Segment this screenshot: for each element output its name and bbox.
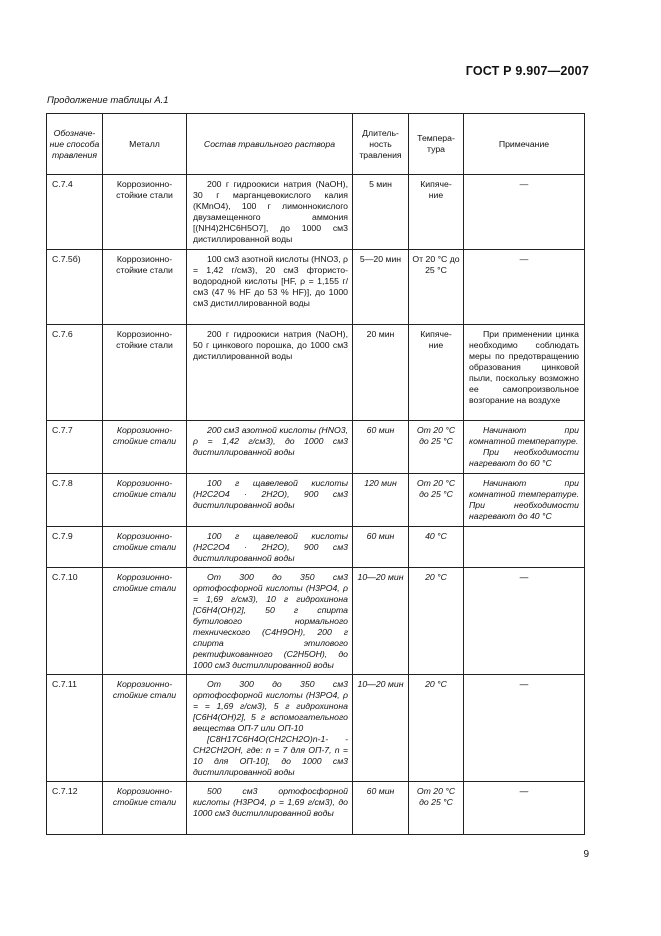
row-code: С.7.12 <box>47 782 103 835</box>
row-duration: 10—20 мин <box>353 568 409 675</box>
row-metal: Коррозионно-стойкие стали <box>103 782 187 835</box>
row-temperature: 40 °С <box>409 527 464 568</box>
row-duration: 10—20 мин <box>353 675 409 782</box>
row-code: С.7.8 <box>47 474 103 527</box>
row-composition: 500 см3 ортофосфорной кислоты (H3PO4, ρ = 1,69 г/см3), до 1000 см3 дистиллированной воды <box>187 782 353 835</box>
row-composition: От 300 до 350 см3 ортофосфорной кислоты (H3PO4, ρ = 1,69 г/см3), 10 г гидрохинона [C6H4(OH)2], 50 г спирта бутилового нормального технического (C4H9OH), 200 г спирта этилового ректификованного (C2H5OH), до 1000 см3 дистиллированной воды <box>187 568 353 675</box>
row-temperature: 20 °С <box>409 568 464 675</box>
row-temperature: Кипяче- ние <box>409 325 464 421</box>
row-composition: 100 г щавелевой кислоты (H2C2O4 · 2H2O), 900 см3 дистиллированной воды <box>187 474 353 527</box>
row-code: С.7.9 <box>47 527 103 568</box>
row-metal: Коррозионно-стойкие стали <box>103 175 187 250</box>
table-row <box>47 568 585 675</box>
table-caption: Продолжение таблицы А.1 <box>47 95 169 106</box>
row-temperature: От 20 °С до 25 °С <box>409 782 464 835</box>
table-row <box>47 325 585 421</box>
table-row <box>47 474 585 527</box>
row-note: Начинают при комнатной температуре. При необходимости нагревают до 40 °С <box>464 474 585 527</box>
row-code: С.7.6 <box>47 325 103 421</box>
row-temperature: От 20 °С до 25 °С <box>409 250 464 325</box>
header-duration: Длитель- ность травления <box>353 114 409 175</box>
row-composition: 200 см3 азотной кислоты (HNO3, ρ = 1,42 г/см3), до 1000 см3 дистиллированной воды <box>187 421 353 474</box>
table-header-row <box>47 114 585 175</box>
row-duration: 60 мин <box>353 782 409 835</box>
row-composition: 200 г гидроокиси натрия (NaOH), 50 г цинкового порошка, до 1000 см3 дистиллированной воды <box>187 325 353 421</box>
row-duration: 60 мин <box>353 421 409 474</box>
row-temperature: 20 °С <box>409 675 464 782</box>
row-metal: Коррозионно-стойкие стали <box>103 325 187 421</box>
document-standard-title: ГОСТ Р 9.907—2007 <box>465 64 589 78</box>
header-metal: Металл <box>103 114 187 175</box>
row-metal: Коррозионно-стойкие стали <box>103 527 187 568</box>
header-note: Примечание <box>464 114 585 175</box>
row-code: С.7.11 <box>47 675 103 782</box>
row-duration: 60 мин <box>353 527 409 568</box>
row-metal: Коррозионно-стойкие стали <box>103 250 187 325</box>
header-composition: Состав травильного раствора <box>187 114 353 175</box>
header-code: Обозначе- ние способа травления <box>47 114 103 175</box>
row-composition: От 300 до 350 см3 ортофосфорной кислоты (H3PO4, ρ = = 1,69 г/см3), 5 г гидрохинона [C6H4(OH)2], 5 г вспомогательного вещества ОП-7 или ОП-10 [C8H17C6H4O(CH2CH2O)n-1- -CH2CH2OH, где: n = 7 для ОП-7, n = 10 для ОП-10], до 1000 см3 дистиллированной воды <box>187 675 353 782</box>
row-note: — <box>464 568 585 675</box>
row-note: — <box>464 250 585 325</box>
header-temperature: Темпера- тура <box>409 114 464 175</box>
row-metal: Коррозионно-стойкие стали <box>103 675 187 782</box>
row-code: С.7.10 <box>47 568 103 675</box>
row-note <box>464 527 585 568</box>
table-row <box>47 527 585 568</box>
table-row <box>47 175 585 250</box>
row-composition: 100 г щавелевой кислоты (H2C2O4 · 2H2O), 900 см3 дистиллированной воды <box>187 527 353 568</box>
row-duration: 20 мин <box>353 325 409 421</box>
table-row <box>47 675 585 782</box>
row-duration: 120 мин <box>353 474 409 527</box>
table-row <box>47 421 585 474</box>
row-code: С.7.7 <box>47 421 103 474</box>
row-note: — <box>464 782 585 835</box>
row-note: При применении цинка необходимо соблюдать меры по предотвращению образования цинковой пыли, поскольку возможно ее самопроизвольное возгорание на воздухе <box>464 325 585 421</box>
row-metal: Коррозионно-стойкие стали <box>103 421 187 474</box>
row-metal: Коррозионно-стойкие стали <box>103 568 187 675</box>
row-composition: 200 г гидроокиси натрия (NaOH), 30 г марганцевокислого калия (KMnO4), 100 г лимоннокислого двузамещенного аммония [(NH4)2HC6H5O7], до 1000 см3 дистиллированной воды <box>187 175 353 250</box>
row-duration: 5—20 мин <box>353 250 409 325</box>
table-row <box>47 250 585 325</box>
row-temperature: От 20 °С до 25 °С <box>409 421 464 474</box>
row-metal: Коррозионно-стойкие стали <box>103 474 187 527</box>
row-code: С.7.4 <box>47 175 103 250</box>
row-temperature: Кипяче- ние <box>409 175 464 250</box>
row-composition: 100 см3 азотной кислоты (HNO3, ρ = 1,42 г/см3), 20 см3 фтористо-водородной кислоты [HF, ρ = 1,155 г/см3 (47 % HF до 53 % HF)], до 1000 см3 дистиллированной воды <box>187 250 353 325</box>
table-row <box>47 782 585 835</box>
page-number: 9 <box>583 849 589 860</box>
row-note: — <box>464 175 585 250</box>
row-code: С.7.5б) <box>47 250 103 325</box>
row-note: Начинают при комнатной температуре. При необходимости нагревают до 60 °С <box>464 421 585 474</box>
row-note: — <box>464 675 585 782</box>
row-temperature: От 20 °С до 25 °С <box>409 474 464 527</box>
etching-methods-table <box>46 113 585 835</box>
row-duration: 5 мин <box>353 175 409 250</box>
